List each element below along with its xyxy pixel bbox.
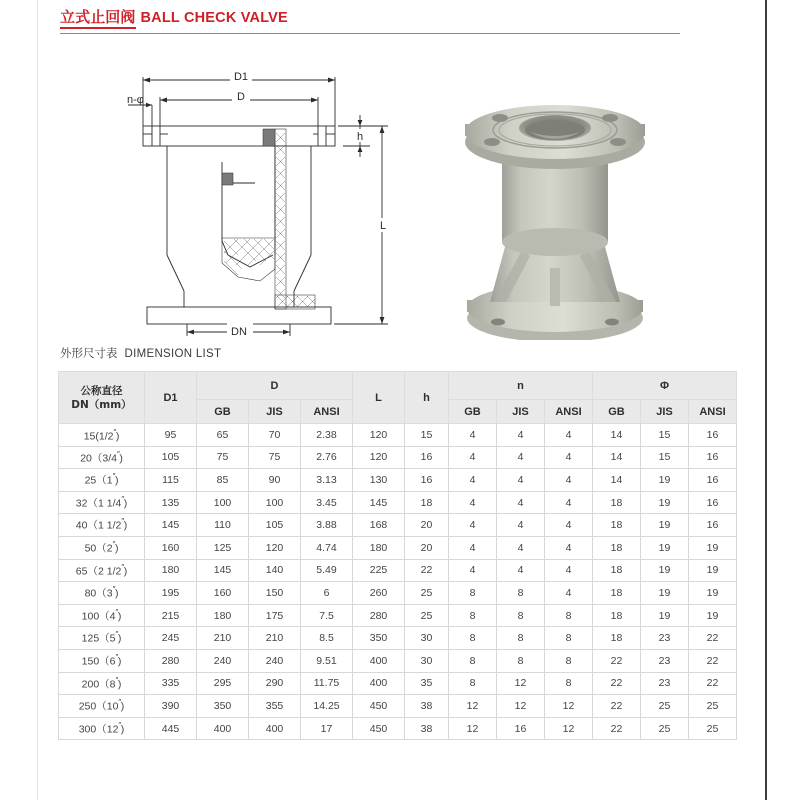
cell-phi-ansi: 22 (689, 672, 737, 695)
dim-label-d: D (237, 91, 245, 103)
cell-l: 120 (353, 446, 405, 469)
cell-d1: 105 (145, 446, 197, 469)
cell-n-ansi: 4 (545, 582, 593, 605)
cell-d1: 115 (145, 469, 197, 492)
cell-phi-jis: 23 (641, 672, 689, 695)
cell-n-gb: 4 (449, 536, 497, 559)
cell-d-jis: 210 (249, 627, 301, 650)
cell-l: 225 (353, 559, 405, 582)
cell-d-jis: 120 (249, 536, 301, 559)
cell-h: 18 (405, 491, 449, 514)
cell-phi-gb: 18 (593, 604, 641, 627)
cell-phi-ansi: 19 (689, 559, 737, 582)
cell-phi-ansi: 16 (689, 424, 737, 447)
cell-n-ansi: 8 (545, 649, 593, 672)
dimension-list-title-cn: 外形尺寸表 (60, 346, 118, 360)
th-d-jis: JIS (249, 400, 301, 424)
cell-d-gb: 65 (197, 424, 249, 447)
cell-h: 38 (405, 695, 449, 718)
cell-n-gb: 8 (449, 649, 497, 672)
th-phi-jis: JIS (641, 400, 689, 424)
cell-d-gb: 110 (197, 514, 249, 537)
cell-phi-jis: 23 (641, 627, 689, 650)
cell-d1: 215 (145, 604, 197, 627)
cell-d1: 135 (145, 491, 197, 514)
cell-d-gb: 75 (197, 446, 249, 469)
th-l: L (353, 372, 405, 424)
cell-d-ansi: 11.75 (301, 672, 353, 695)
dim-label-dn: DN (231, 326, 247, 338)
table-row (59, 695, 737, 718)
th-nominal-diameter-cn: 公称直径 (80, 384, 123, 397)
cell-d1: 145 (145, 514, 197, 537)
cell-d-gb: 145 (197, 559, 249, 582)
dimension-list-title-en: DIMENSION LIST (124, 348, 222, 360)
cell-d-ansi: 17 (301, 717, 353, 740)
cell-d-jis: 355 (249, 695, 301, 718)
cell-d-gb: 295 (197, 672, 249, 695)
cell-phi-gb: 14 (593, 446, 641, 469)
cell-d-jis: 70 (249, 424, 301, 447)
cell-n-jis: 4 (497, 536, 545, 559)
cell-d1: 245 (145, 627, 197, 650)
cell-n-ansi: 4 (545, 424, 593, 447)
cell-n-jis: 4 (497, 514, 545, 537)
cell-d-ansi: 8.5 (301, 627, 353, 650)
cell-d-ansi: 14.25 (301, 695, 353, 718)
cell-d-gb: 85 (197, 469, 249, 492)
cell-h: 30 (405, 649, 449, 672)
cell-phi-gb: 18 (593, 491, 641, 514)
table-row (59, 582, 737, 605)
cell-d-gb: 350 (197, 695, 249, 718)
cell-l: 130 (353, 469, 405, 492)
table-row (59, 627, 737, 650)
cell-n-jis: 16 (497, 717, 545, 740)
cell-phi-gb: 18 (593, 536, 641, 559)
dimension-list-title (60, 345, 221, 361)
cell-phi-jis: 19 (641, 469, 689, 492)
dimension-table-container (58, 371, 726, 740)
th-nominal-diameter (59, 372, 145, 424)
valve-technical-drawing (110, 55, 400, 340)
th-d-ansi: ANSI (301, 400, 353, 424)
cell-l: 168 (353, 514, 405, 537)
th-nominal-diameter-en: DN（mm） (71, 398, 132, 411)
cell-d-ansi: 6 (301, 582, 353, 605)
cell-n-ansi: 4 (545, 446, 593, 469)
cell-n-jis: 4 (497, 491, 545, 514)
cell-phi-ansi: 22 (689, 649, 737, 672)
cell-phi-jis: 19 (641, 514, 689, 537)
cell-d-jis: 150 (249, 582, 301, 605)
cell-dn: 125（5″) (59, 627, 145, 650)
cell-d-jis: 240 (249, 649, 301, 672)
cell-d-gb: 160 (197, 582, 249, 605)
page-title (60, 8, 700, 28)
cell-d-ansi: 7.5 (301, 604, 353, 627)
cell-n-ansi: 4 (545, 559, 593, 582)
dimension-table-head (59, 372, 737, 424)
th-phi-group: Φ (593, 372, 737, 400)
table-row (59, 491, 737, 514)
cell-n-ansi: 8 (545, 627, 593, 650)
cell-n-gb: 12 (449, 695, 497, 718)
cell-phi-gb: 14 (593, 469, 641, 492)
cell-dn: 250（10″) (59, 695, 145, 718)
cell-h: 35 (405, 672, 449, 695)
cell-phi-jis: 23 (641, 649, 689, 672)
cell-phi-gb: 18 (593, 582, 641, 605)
th-h: h (405, 372, 449, 424)
cell-n-ansi: 4 (545, 536, 593, 559)
cell-l: 120 (353, 424, 405, 447)
cell-d-ansi: 9.51 (301, 649, 353, 672)
page-right-rule (765, 0, 767, 800)
cell-d-ansi: 5.49 (301, 559, 353, 582)
th-phi-gb: GB (593, 400, 641, 424)
table-row (59, 514, 737, 537)
cell-dn: 200（8″) (59, 672, 145, 695)
cell-d-jis: 400 (249, 717, 301, 740)
cell-phi-jis: 19 (641, 536, 689, 559)
table-row (59, 649, 737, 672)
cell-n-gb: 8 (449, 672, 497, 695)
cell-n-jis: 4 (497, 424, 545, 447)
cell-h: 20 (405, 514, 449, 537)
cell-n-jis: 8 (497, 582, 545, 605)
cell-l: 400 (353, 649, 405, 672)
cell-phi-ansi: 22 (689, 627, 737, 650)
th-n-ansi: ANSI (545, 400, 593, 424)
cell-l: 280 (353, 604, 405, 627)
cell-d-jis: 105 (249, 514, 301, 537)
cell-d1: 445 (145, 717, 197, 740)
th-d-gb: GB (197, 400, 249, 424)
cell-n-gb: 8 (449, 604, 497, 627)
th-n-jis: JIS (497, 400, 545, 424)
table-row (59, 672, 737, 695)
cell-n-jis: 8 (497, 649, 545, 672)
table-row (59, 469, 737, 492)
cell-phi-gb: 22 (593, 717, 641, 740)
cell-dn: 32（1 1/4″) (59, 491, 145, 514)
cell-phi-ansi: 19 (689, 604, 737, 627)
cell-phi-ansi: 16 (689, 469, 737, 492)
table-row (59, 559, 737, 582)
cell-l: 180 (353, 536, 405, 559)
cell-phi-ansi: 16 (689, 446, 737, 469)
cell-dn: 300（12″) (59, 717, 145, 740)
cell-n-gb: 4 (449, 514, 497, 537)
cell-n-gb: 4 (449, 469, 497, 492)
dimension-table-body (59, 424, 737, 740)
table-row (59, 536, 737, 559)
cell-h: 38 (405, 717, 449, 740)
cell-d-gb: 180 (197, 604, 249, 627)
cell-n-gb: 4 (449, 559, 497, 582)
cell-d1: 195 (145, 582, 197, 605)
cell-h: 16 (405, 446, 449, 469)
cell-d-gb: 125 (197, 536, 249, 559)
cell-n-jis: 8 (497, 604, 545, 627)
cell-d1: 160 (145, 536, 197, 559)
page-title-cn: 立式止回阀 (60, 8, 136, 29)
cell-h: 20 (405, 536, 449, 559)
cell-h: 30 (405, 627, 449, 650)
cell-dn: 25（1″) (59, 469, 145, 492)
dim-label-h: h (356, 131, 364, 143)
cell-phi-jis: 25 (641, 717, 689, 740)
cell-n-ansi: 12 (545, 695, 593, 718)
cell-h: 25 (405, 604, 449, 627)
cell-n-ansi: 4 (545, 514, 593, 537)
table-row (59, 424, 737, 447)
cell-l: 400 (353, 672, 405, 695)
cell-n-ansi: 8 (545, 672, 593, 695)
cell-n-ansi: 12 (545, 717, 593, 740)
cell-phi-jis: 19 (641, 582, 689, 605)
cell-dn: 150（6″) (59, 649, 145, 672)
cell-phi-gb: 18 (593, 514, 641, 537)
cell-d1: 390 (145, 695, 197, 718)
cell-phi-ansi: 25 (689, 717, 737, 740)
dim-label-n-phi: n-φ (127, 94, 144, 106)
cell-phi-jis: 19 (641, 604, 689, 627)
cell-h: 15 (405, 424, 449, 447)
table-row (59, 446, 737, 469)
cell-dn: 80（3″) (59, 582, 145, 605)
cell-h: 22 (405, 559, 449, 582)
cell-d-ansi: 3.45 (301, 491, 353, 514)
cell-d-jis: 100 (249, 491, 301, 514)
cell-phi-jis: 19 (641, 559, 689, 582)
cell-phi-jis: 15 (641, 446, 689, 469)
cell-d-gb: 240 (197, 649, 249, 672)
valve-render-svg (430, 50, 680, 340)
page-title-en: BALL CHECK VALVE (140, 10, 288, 26)
cell-l: 145 (353, 491, 405, 514)
cell-d-jis: 140 (249, 559, 301, 582)
cell-phi-ansi: 16 (689, 514, 737, 537)
cell-phi-jis: 25 (641, 695, 689, 718)
cell-d-ansi: 3.88 (301, 514, 353, 537)
cell-d-gb: 400 (197, 717, 249, 740)
cell-d-ansi: 3.13 (301, 469, 353, 492)
table-row (59, 604, 737, 627)
cell-dn: 20（3/4″) (59, 446, 145, 469)
cell-n-jis: 12 (497, 695, 545, 718)
cell-phi-gb: 18 (593, 559, 641, 582)
cell-n-jis: 12 (497, 672, 545, 695)
cell-dn: 15(1/2″) (59, 424, 145, 447)
dim-label-l: L (379, 220, 387, 232)
page-header (60, 8, 700, 34)
cell-phi-ansi: 25 (689, 695, 737, 718)
cell-d-jis: 175 (249, 604, 301, 627)
cell-dn: 40（1 1/2″) (59, 514, 145, 537)
cell-phi-ansi: 16 (689, 491, 737, 514)
cell-phi-ansi: 19 (689, 582, 737, 605)
cell-phi-jis: 19 (641, 491, 689, 514)
cell-d-ansi: 2.76 (301, 446, 353, 469)
th-phi-ansi: ANSI (689, 400, 737, 424)
dim-label-d1: D1 (233, 71, 249, 83)
table-row (59, 717, 737, 740)
cell-d-ansi: 2.38 (301, 424, 353, 447)
cell-d-jis: 75 (249, 446, 301, 469)
cell-l: 350 (353, 627, 405, 650)
cell-n-gb: 4 (449, 424, 497, 447)
cell-d-jis: 290 (249, 672, 301, 695)
cell-phi-gb: 22 (593, 649, 641, 672)
cell-d-jis: 90 (249, 469, 301, 492)
cell-d1: 95 (145, 424, 197, 447)
cell-dn: 50（2″) (59, 536, 145, 559)
cell-n-jis: 4 (497, 469, 545, 492)
cell-d-gb: 210 (197, 627, 249, 650)
th-n-group: n (449, 372, 593, 400)
cell-d-gb: 100 (197, 491, 249, 514)
cell-n-ansi: 4 (545, 491, 593, 514)
cell-n-ansi: 8 (545, 604, 593, 627)
cell-n-gb: 8 (449, 627, 497, 650)
cell-d1: 180 (145, 559, 197, 582)
cell-h: 25 (405, 582, 449, 605)
valve-product-photo (430, 50, 680, 340)
cell-n-gb: 4 (449, 491, 497, 514)
cell-dn: 65（2 1/2″) (59, 559, 145, 582)
cell-dn: 100（4″) (59, 604, 145, 627)
cell-n-jis: 4 (497, 559, 545, 582)
cell-n-jis: 8 (497, 627, 545, 650)
cell-phi-gb: 22 (593, 672, 641, 695)
th-n-gb: GB (449, 400, 497, 424)
cell-phi-jis: 15 (641, 424, 689, 447)
cell-l: 260 (353, 582, 405, 605)
cell-n-ansi: 4 (545, 469, 593, 492)
th-d1: D1 (145, 372, 197, 424)
cell-n-jis: 4 (497, 446, 545, 469)
drawing-svg (110, 55, 400, 340)
cell-n-gb: 12 (449, 717, 497, 740)
cell-n-gb: 4 (449, 446, 497, 469)
cell-phi-ansi: 19 (689, 536, 737, 559)
cell-n-gb: 8 (449, 582, 497, 605)
cell-phi-gb: 22 (593, 695, 641, 718)
header-row-top (59, 372, 737, 400)
cell-h: 16 (405, 469, 449, 492)
cell-l: 450 (353, 695, 405, 718)
cell-phi-gb: 14 (593, 424, 641, 447)
cell-d1: 280 (145, 649, 197, 672)
th-d-group: D (197, 372, 353, 400)
dimension-table (58, 371, 737, 740)
cell-l: 450 (353, 717, 405, 740)
page-left-rule (37, 0, 38, 800)
cell-d-ansi: 4.74 (301, 536, 353, 559)
cell-phi-gb: 18 (593, 627, 641, 650)
figures-area (60, 50, 700, 340)
cell-d1: 335 (145, 672, 197, 695)
title-underline (60, 33, 680, 34)
